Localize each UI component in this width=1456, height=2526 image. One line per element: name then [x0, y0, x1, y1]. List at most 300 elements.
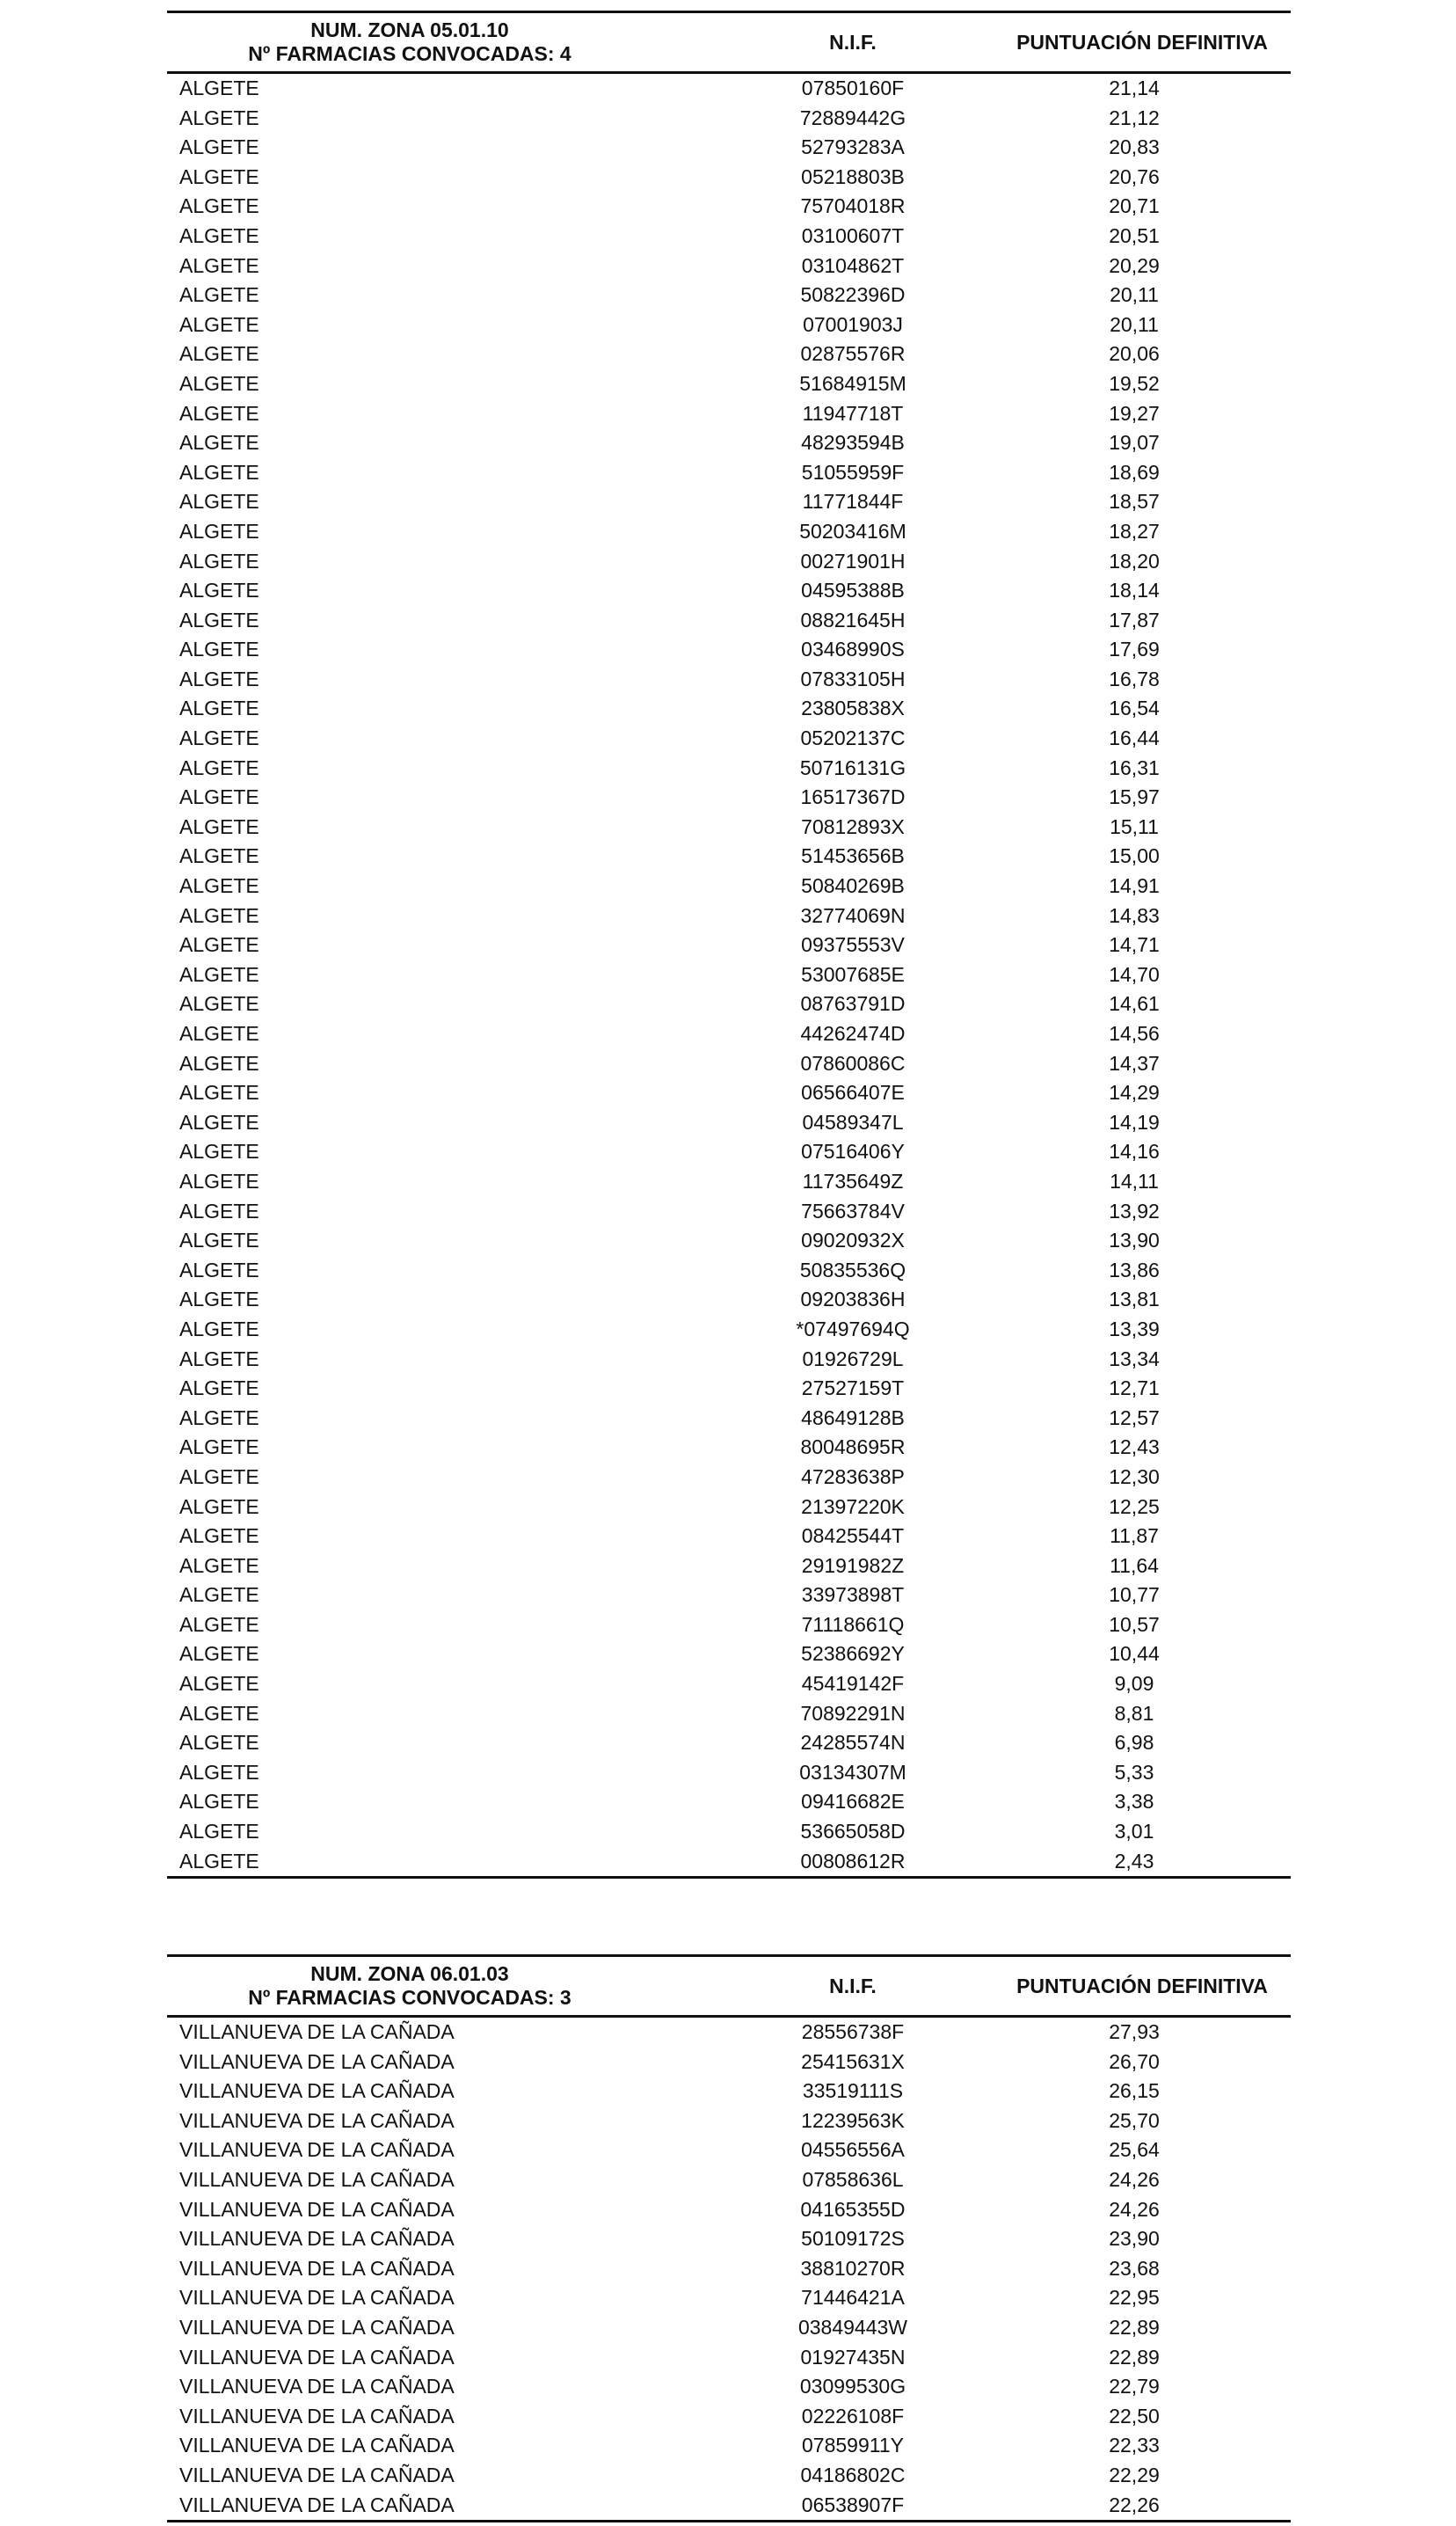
table-row	[167, 399, 1291, 429]
municipio-cell: ALGETE	[179, 756, 259, 779]
municipio-cell: VILLANUEVA DE LA CAÑADA	[179, 2286, 455, 2310]
score-cell: 26,15	[1109, 2079, 1160, 2103]
table-row	[167, 1315, 1291, 1345]
municipio-cell: VILLANUEVA DE LA CAÑADA	[179, 2375, 455, 2398]
nif-cell: 50835536Q	[799, 1258, 906, 1281]
nif-cell: 04186802C	[800, 2463, 906, 2486]
nif-cell: 07516406Y	[801, 1140, 905, 1164]
table-row	[167, 428, 1291, 458]
table-row	[167, 1404, 1291, 1434]
municipio-cell: ALGETE	[179, 579, 259, 602]
municipio-cell: ALGETE	[179, 1110, 259, 1134]
nif-cell: 09416682E	[801, 1790, 905, 1814]
score-cell: 21,12	[1109, 106, 1160, 129]
nif-column-header: N.I.F.	[829, 1975, 877, 1997]
municipio-cell: ALGETE	[179, 1820, 259, 1843]
table-row	[167, 1463, 1291, 1493]
nif-cell: 50822396D	[800, 283, 906, 307]
score-cell: 19,07	[1109, 431, 1160, 455]
nif-cell: 25415631X	[801, 2049, 905, 2073]
nif-cell: 23805838X	[801, 697, 905, 720]
score-cell: 6,98	[1114, 1731, 1154, 1755]
score-column-header: PUNTUACIÓN DEFINITIVA	[1016, 1975, 1268, 1997]
score-cell: 14,56	[1109, 1022, 1160, 1045]
table-row	[167, 2372, 1291, 2402]
nif-cell: 08821645H	[800, 608, 906, 632]
nif-cell: 11947718T	[802, 401, 904, 425]
zone-06-01-03-table	[167, 1954, 1291, 2522]
nif-cell: 01926729L	[802, 1347, 904, 1370]
municipio-cell: ALGETE	[179, 608, 259, 632]
municipio-cell: ALGETE	[179, 1612, 259, 1636]
score-cell: 14,16	[1109, 1140, 1160, 1164]
score-cell: 16,31	[1109, 756, 1160, 779]
municipio-cell: ALGETE	[179, 1494, 259, 1518]
nif-cell: 24285574N	[800, 1731, 906, 1755]
municipio-cell: ALGETE	[179, 106, 259, 129]
municipio-cell: ALGETE	[179, 697, 259, 720]
score-cell: 23,68	[1109, 2256, 1160, 2280]
table-row	[167, 2195, 1291, 2225]
municipio-cell: ALGETE	[179, 1642, 259, 1666]
municipio-cell: VILLANUEVA DE LA CAÑADA	[179, 2108, 455, 2132]
nif-cell: 44262474D	[800, 1022, 906, 1045]
nif-cell: 09375553V	[801, 933, 905, 957]
nif-cell: 16517367D	[800, 785, 906, 809]
table-row	[167, 1728, 1291, 1758]
table-row	[167, 2048, 1291, 2077]
nif-cell: 29191982Z	[801, 1553, 905, 1577]
score-cell: 20,76	[1109, 164, 1160, 188]
nif-cell: 38810270R	[800, 2256, 906, 2280]
municipio-cell: VILLANUEVA DE LA CAÑADA	[179, 2434, 455, 2457]
nif-cell: 04589347L	[802, 1110, 904, 1134]
zone-05-01-10-rows	[167, 74, 1291, 1879]
nif-cell: 04165355D	[800, 2197, 906, 2221]
table-row	[167, 931, 1291, 960]
table-row	[167, 133, 1291, 163]
score-cell: 17,87	[1109, 608, 1160, 632]
nif-cell: 51684915M	[799, 371, 906, 395]
municipio-cell: VILLANUEVA DE LA CAÑADA	[179, 2227, 455, 2251]
table-row	[167, 754, 1291, 784]
score-cell: 14,19	[1109, 1110, 1160, 1134]
municipio-cell: ALGETE	[179, 1464, 259, 1488]
nif-cell: 07859911Y	[802, 2434, 904, 2457]
municipio-cell: ALGETE	[179, 1376, 259, 1400]
municipio-cell: ALGETE	[179, 1022, 259, 1045]
table-row	[167, 694, 1291, 724]
municipio-cell: ALGETE	[179, 1081, 259, 1105]
table-row	[167, 517, 1291, 547]
table-row	[167, 1493, 1291, 1522]
score-cell: 17,69	[1109, 638, 1160, 661]
score-cell: 18,14	[1109, 579, 1160, 602]
nif-cell: 32774069N	[800, 903, 906, 927]
municipio-cell: ALGETE	[179, 933, 259, 957]
score-cell: 24,26	[1109, 2197, 1160, 2221]
score-cell: 20,51	[1109, 223, 1160, 247]
score-cell: 24,26	[1109, 2167, 1160, 2191]
nif-cell: 07833105H	[800, 667, 906, 690]
table-row	[167, 1345, 1291, 1375]
table-row	[167, 2165, 1291, 2195]
table-row	[167, 2224, 1291, 2254]
table-row	[167, 2491, 1291, 2521]
nif-cell: 04595388B	[801, 579, 905, 602]
nif-cell: 09203836H	[800, 1288, 906, 1311]
municipio-cell: ALGETE	[179, 1760, 259, 1784]
table-row	[167, 960, 1291, 990]
municipio-cell: ALGETE	[179, 726, 259, 750]
municipio-cell: ALGETE	[179, 1169, 259, 1193]
municipio-cell: VILLANUEVA DE LA CAÑADA	[179, 2197, 455, 2221]
table-row	[167, 2283, 1291, 2313]
municipio-cell: ALGETE	[179, 638, 259, 661]
table-row	[167, 1433, 1291, 1463]
score-cell: 20,29	[1109, 253, 1160, 277]
table-row	[167, 192, 1291, 222]
municipio-cell: VILLANUEVA DE LA CAÑADA	[179, 2079, 455, 2103]
nif-cell: 03104862T	[801, 253, 905, 277]
nif-cell: 48649128B	[801, 1405, 905, 1429]
municipio-cell: ALGETE	[179, 1405, 259, 1429]
score-cell: 12,71	[1109, 1376, 1160, 1400]
municipio-cell: VILLANUEVA DE LA CAÑADA	[179, 2167, 455, 2191]
nif-cell: 05218803B	[801, 164, 905, 188]
table-row	[167, 1551, 1291, 1581]
zone-06-01-03-rows	[167, 2018, 1291, 2522]
zone-06-01-03-header	[167, 1954, 1291, 2018]
nif-cell: 02875576R	[800, 342, 906, 366]
nif-cell: 07850160F	[801, 77, 905, 99]
nif-cell: 75663784V	[801, 1199, 905, 1223]
score-cell: 25,70	[1109, 2108, 1160, 2132]
table-row	[167, 281, 1291, 310]
municipio-cell: ALGETE	[179, 1701, 259, 1725]
score-cell: 14,37	[1109, 1051, 1160, 1075]
score-cell: 13,81	[1109, 1288, 1160, 1311]
municipio-cell: ALGETE	[179, 1435, 259, 1459]
table-row	[167, 1197, 1291, 1227]
table-row	[167, 1610, 1291, 1640]
table-row	[167, 1787, 1291, 1817]
nif-cell: 09020932X	[801, 1229, 905, 1252]
score-cell: 22,95	[1109, 2286, 1160, 2310]
score-cell: 18,57	[1109, 490, 1160, 514]
table-row	[167, 547, 1291, 577]
nif-cell: 02226108F	[801, 2404, 905, 2427]
municipio-cell: ALGETE	[179, 785, 259, 809]
nif-cell: 52386692Y	[801, 1642, 905, 1666]
nif-cell: 06538907F	[801, 2493, 905, 2516]
table-row	[167, 1019, 1291, 1049]
table-row	[167, 1847, 1291, 1877]
score-cell: 14,71	[1109, 933, 1160, 957]
nif-column-header: N.I.F.	[829, 31, 877, 54]
score-cell: 3,01	[1114, 1820, 1154, 1843]
table-row	[167, 1669, 1291, 1699]
municipio-cell: ALGETE	[179, 1849, 259, 1873]
nif-cell: 50716131G	[799, 756, 906, 779]
municipio-cell: ALGETE	[179, 1199, 259, 1223]
score-cell: 20,11	[1110, 312, 1159, 336]
nif-cell: 48293594B	[801, 431, 905, 455]
score-cell: 16,54	[1109, 697, 1160, 720]
score-cell: 18,69	[1109, 460, 1160, 484]
score-cell: 22,89	[1109, 2315, 1160, 2339]
municipio-cell: VILLANUEVA DE LA CAÑADA	[179, 2493, 455, 2516]
table-row	[167, 1374, 1291, 1404]
municipio-cell: ALGETE	[179, 1258, 259, 1281]
municipio-cell: VILLANUEVA DE LA CAÑADA	[179, 2138, 455, 2162]
score-cell: 9,09	[1114, 1672, 1154, 1696]
table-row	[167, 2461, 1291, 2491]
municipio-cell: ALGETE	[179, 253, 259, 277]
table-row	[167, 74, 1291, 104]
municipio-cell: ALGETE	[179, 1317, 259, 1340]
municipio-cell: VILLANUEVA DE LA CAÑADA	[179, 2049, 455, 2073]
score-cell: 16,44	[1109, 726, 1160, 750]
score-cell: 22,79	[1109, 2375, 1160, 2398]
nif-cell: 27527159T	[801, 1376, 905, 1400]
nif-cell: 07858636L	[802, 2167, 904, 2191]
score-cell: 2,43	[1114, 1849, 1154, 1873]
municipio-cell: ALGETE	[179, 431, 259, 455]
table-row	[167, 1699, 1291, 1729]
municipio-cell: ALGETE	[179, 1731, 259, 1755]
table-row	[167, 989, 1291, 1019]
nif-cell: 11735649Z	[802, 1169, 904, 1193]
nif-cell: 11771844F	[802, 490, 904, 514]
table-row	[167, 1078, 1291, 1108]
table-row	[167, 1581, 1291, 1610]
municipio-cell: ALGETE	[179, 1140, 259, 1164]
table-row	[167, 1285, 1291, 1315]
table-row	[167, 339, 1291, 369]
score-cell: 5,33	[1114, 1760, 1154, 1784]
score-cell: 22,89	[1109, 2345, 1160, 2369]
table-row	[167, 635, 1291, 665]
nif-cell: 21397220K	[801, 1494, 905, 1518]
table-row	[167, 2431, 1291, 2461]
nif-cell: 80048695R	[800, 1435, 906, 1459]
score-cell: 26,70	[1109, 2049, 1160, 2073]
table-row	[167, 310, 1291, 340]
table-row	[167, 813, 1291, 843]
nif-cell: 53665058D	[800, 1820, 906, 1843]
municipio-cell: ALGETE	[179, 962, 259, 986]
table-row	[167, 2402, 1291, 2432]
municipio-cell: ALGETE	[179, 1790, 259, 1814]
nif-cell: 47283638P	[801, 1464, 905, 1488]
municipio-cell: ALGETE	[179, 1583, 259, 1607]
score-cell: 20,71	[1109, 194, 1160, 218]
score-cell: 14,61	[1109, 992, 1160, 1016]
municipio-cell: ALGETE	[179, 77, 259, 99]
table-row	[167, 1108, 1291, 1138]
nif-cell: 50109172S	[801, 2227, 905, 2251]
table-row	[167, 252, 1291, 281]
zone-number-label: NUM. ZONA 06.01.03	[310, 1962, 509, 1985]
score-cell: 18,27	[1109, 519, 1160, 543]
nif-cell: 00271901H	[800, 549, 906, 573]
score-cell: 13,90	[1109, 1229, 1160, 1252]
score-cell: 13,86	[1109, 1258, 1160, 1281]
score-cell: 10,77	[1109, 1583, 1160, 1607]
table-row	[167, 2343, 1291, 2373]
score-cell: 19,52	[1109, 371, 1160, 395]
table-row	[167, 1639, 1291, 1669]
table-row	[167, 665, 1291, 695]
score-cell: 13,34	[1109, 1347, 1160, 1370]
municipio-cell: ALGETE	[179, 371, 259, 395]
table-row	[167, 902, 1291, 931]
nif-cell: 71446421A	[801, 2286, 905, 2310]
table-row	[167, 1049, 1291, 1079]
municipio-cell: ALGETE	[179, 164, 259, 188]
municipio-cell: ALGETE	[179, 874, 259, 898]
municipio-cell: ALGETE	[179, 401, 259, 425]
score-cell: 15,00	[1109, 844, 1160, 868]
nif-cell: 75704018R	[800, 194, 906, 218]
score-cell: 13,92	[1109, 1199, 1160, 1223]
score-cell: 10,44	[1109, 1642, 1160, 1666]
score-cell: 27,93	[1109, 2020, 1160, 2043]
nif-cell: 08425544T	[801, 1524, 905, 1548]
score-cell: 11,64	[1110, 1553, 1159, 1577]
table-row	[167, 2106, 1291, 2136]
table-row	[167, 842, 1291, 872]
table-row	[167, 1167, 1291, 1197]
nif-cell: 12239563K	[801, 2108, 905, 2132]
municipio-cell: ALGETE	[179, 844, 259, 868]
table-row	[167, 1758, 1291, 1788]
score-cell: 8,81	[1114, 1701, 1154, 1725]
score-cell: 11,87	[1110, 1524, 1159, 1548]
score-cell: 19,27	[1109, 401, 1160, 425]
municipio-cell: ALGETE	[179, 312, 259, 336]
municipio-cell: ALGETE	[179, 1229, 259, 1252]
table-row	[167, 163, 1291, 193]
score-cell: 21,14	[1109, 77, 1160, 99]
table-row	[167, 222, 1291, 252]
table-row	[167, 104, 1291, 134]
municipio-cell: ALGETE	[179, 814, 259, 838]
table-row	[167, 487, 1291, 517]
score-cell: 22,33	[1109, 2434, 1160, 2457]
nif-cell: 52793283A	[801, 135, 905, 159]
municipio-cell: ALGETE	[179, 283, 259, 307]
municipio-cell: ALGETE	[179, 667, 259, 690]
score-cell: 15,97	[1109, 785, 1160, 809]
score-cell: 13,39	[1109, 1317, 1160, 1340]
nif-cell: 51453656B	[801, 844, 905, 868]
score-cell: 22,26	[1109, 2493, 1160, 2516]
nif-cell: 05202137C	[800, 726, 906, 750]
table-row	[167, 2077, 1291, 2106]
nif-cell: 08763791D	[800, 992, 906, 1016]
municipio-cell: ALGETE	[179, 223, 259, 247]
score-cell: 16,78	[1109, 667, 1160, 690]
municipio-cell: VILLANUEVA DE LA CAÑADA	[179, 2404, 455, 2427]
nif-cell: 50203416M	[799, 519, 906, 543]
table-row	[167, 606, 1291, 636]
municipio-cell: VILLANUEVA DE LA CAÑADA	[179, 2256, 455, 2280]
score-cell: 3,38	[1114, 1790, 1154, 1814]
table-row	[167, 458, 1291, 488]
nif-cell: 04556556A	[801, 2138, 905, 2162]
nif-cell: 07001903J	[803, 312, 903, 336]
score-cell: 14,83	[1109, 903, 1160, 927]
table-row	[167, 872, 1291, 902]
nif-cell: 33973898T	[801, 1583, 905, 1607]
municipio-cell: ALGETE	[179, 1553, 259, 1577]
table-row	[167, 724, 1291, 754]
nif-cell: 33519111S	[802, 2079, 904, 2103]
nif-cell: 06566407E	[801, 1081, 905, 1105]
table-row	[167, 783, 1291, 813]
table-row	[167, 576, 1291, 606]
score-cell: 10,57	[1109, 1612, 1160, 1636]
nif-cell: 70812893X	[801, 814, 905, 838]
nif-cell: 50840269B	[801, 874, 905, 898]
score-cell: 20,11	[1110, 283, 1159, 307]
nif-cell: 07860086C	[800, 1051, 906, 1075]
score-cell: 14,70	[1109, 962, 1160, 986]
municipio-cell: VILLANUEVA DE LA CAÑADA	[179, 2315, 455, 2339]
municipio-cell: VILLANUEVA DE LA CAÑADA	[179, 2020, 455, 2043]
municipio-cell: ALGETE	[179, 1051, 259, 1075]
nif-cell: 53007685E	[801, 962, 905, 986]
score-cell: 15,11	[1110, 814, 1159, 838]
table-row	[167, 2313, 1291, 2343]
score-cell: 14,11	[1110, 1169, 1159, 1193]
score-cell: 14,91	[1109, 874, 1160, 898]
score-cell: 18,20	[1109, 549, 1160, 573]
municipio-cell: ALGETE	[179, 903, 259, 927]
municipio-cell: VILLANUEVA DE LA CAÑADA	[179, 2463, 455, 2486]
nif-cell: 01927435N	[800, 2345, 906, 2369]
municipio-cell: ALGETE	[179, 1347, 259, 1370]
table-row	[167, 1256, 1291, 1286]
score-cell: 22,29	[1109, 2463, 1160, 2486]
table-row	[167, 369, 1291, 399]
municipio-cell: ALGETE	[179, 1524, 259, 1548]
table-row	[167, 1817, 1291, 1847]
table-row	[167, 1137, 1291, 1167]
nif-cell: 03849443W	[797, 2315, 908, 2339]
municipio-cell: ALGETE	[179, 549, 259, 573]
nif-cell: 28556738F	[801, 2020, 905, 2043]
nif-cell: 03099530G	[799, 2375, 906, 2398]
table-row	[167, 1226, 1291, 1256]
nif-cell: 70892291N	[800, 1701, 906, 1725]
zone-05-01-10-header	[167, 11, 1291, 74]
municipio-cell: ALGETE	[179, 1288, 259, 1311]
municipio-cell: ALGETE	[179, 490, 259, 514]
table-row	[167, 2135, 1291, 2165]
table-row	[167, 1522, 1291, 1551]
municipio-cell: ALGETE	[179, 135, 259, 159]
municipio-cell: ALGETE	[179, 519, 259, 543]
score-cell: 20,06	[1109, 342, 1160, 366]
score-cell: 23,90	[1109, 2227, 1160, 2251]
nif-cell: 51055959F	[801, 460, 905, 484]
municipio-cell: ALGETE	[179, 460, 259, 484]
nif-cell: 45419142F	[801, 1672, 905, 1696]
score-cell: 14,29	[1109, 1081, 1160, 1105]
